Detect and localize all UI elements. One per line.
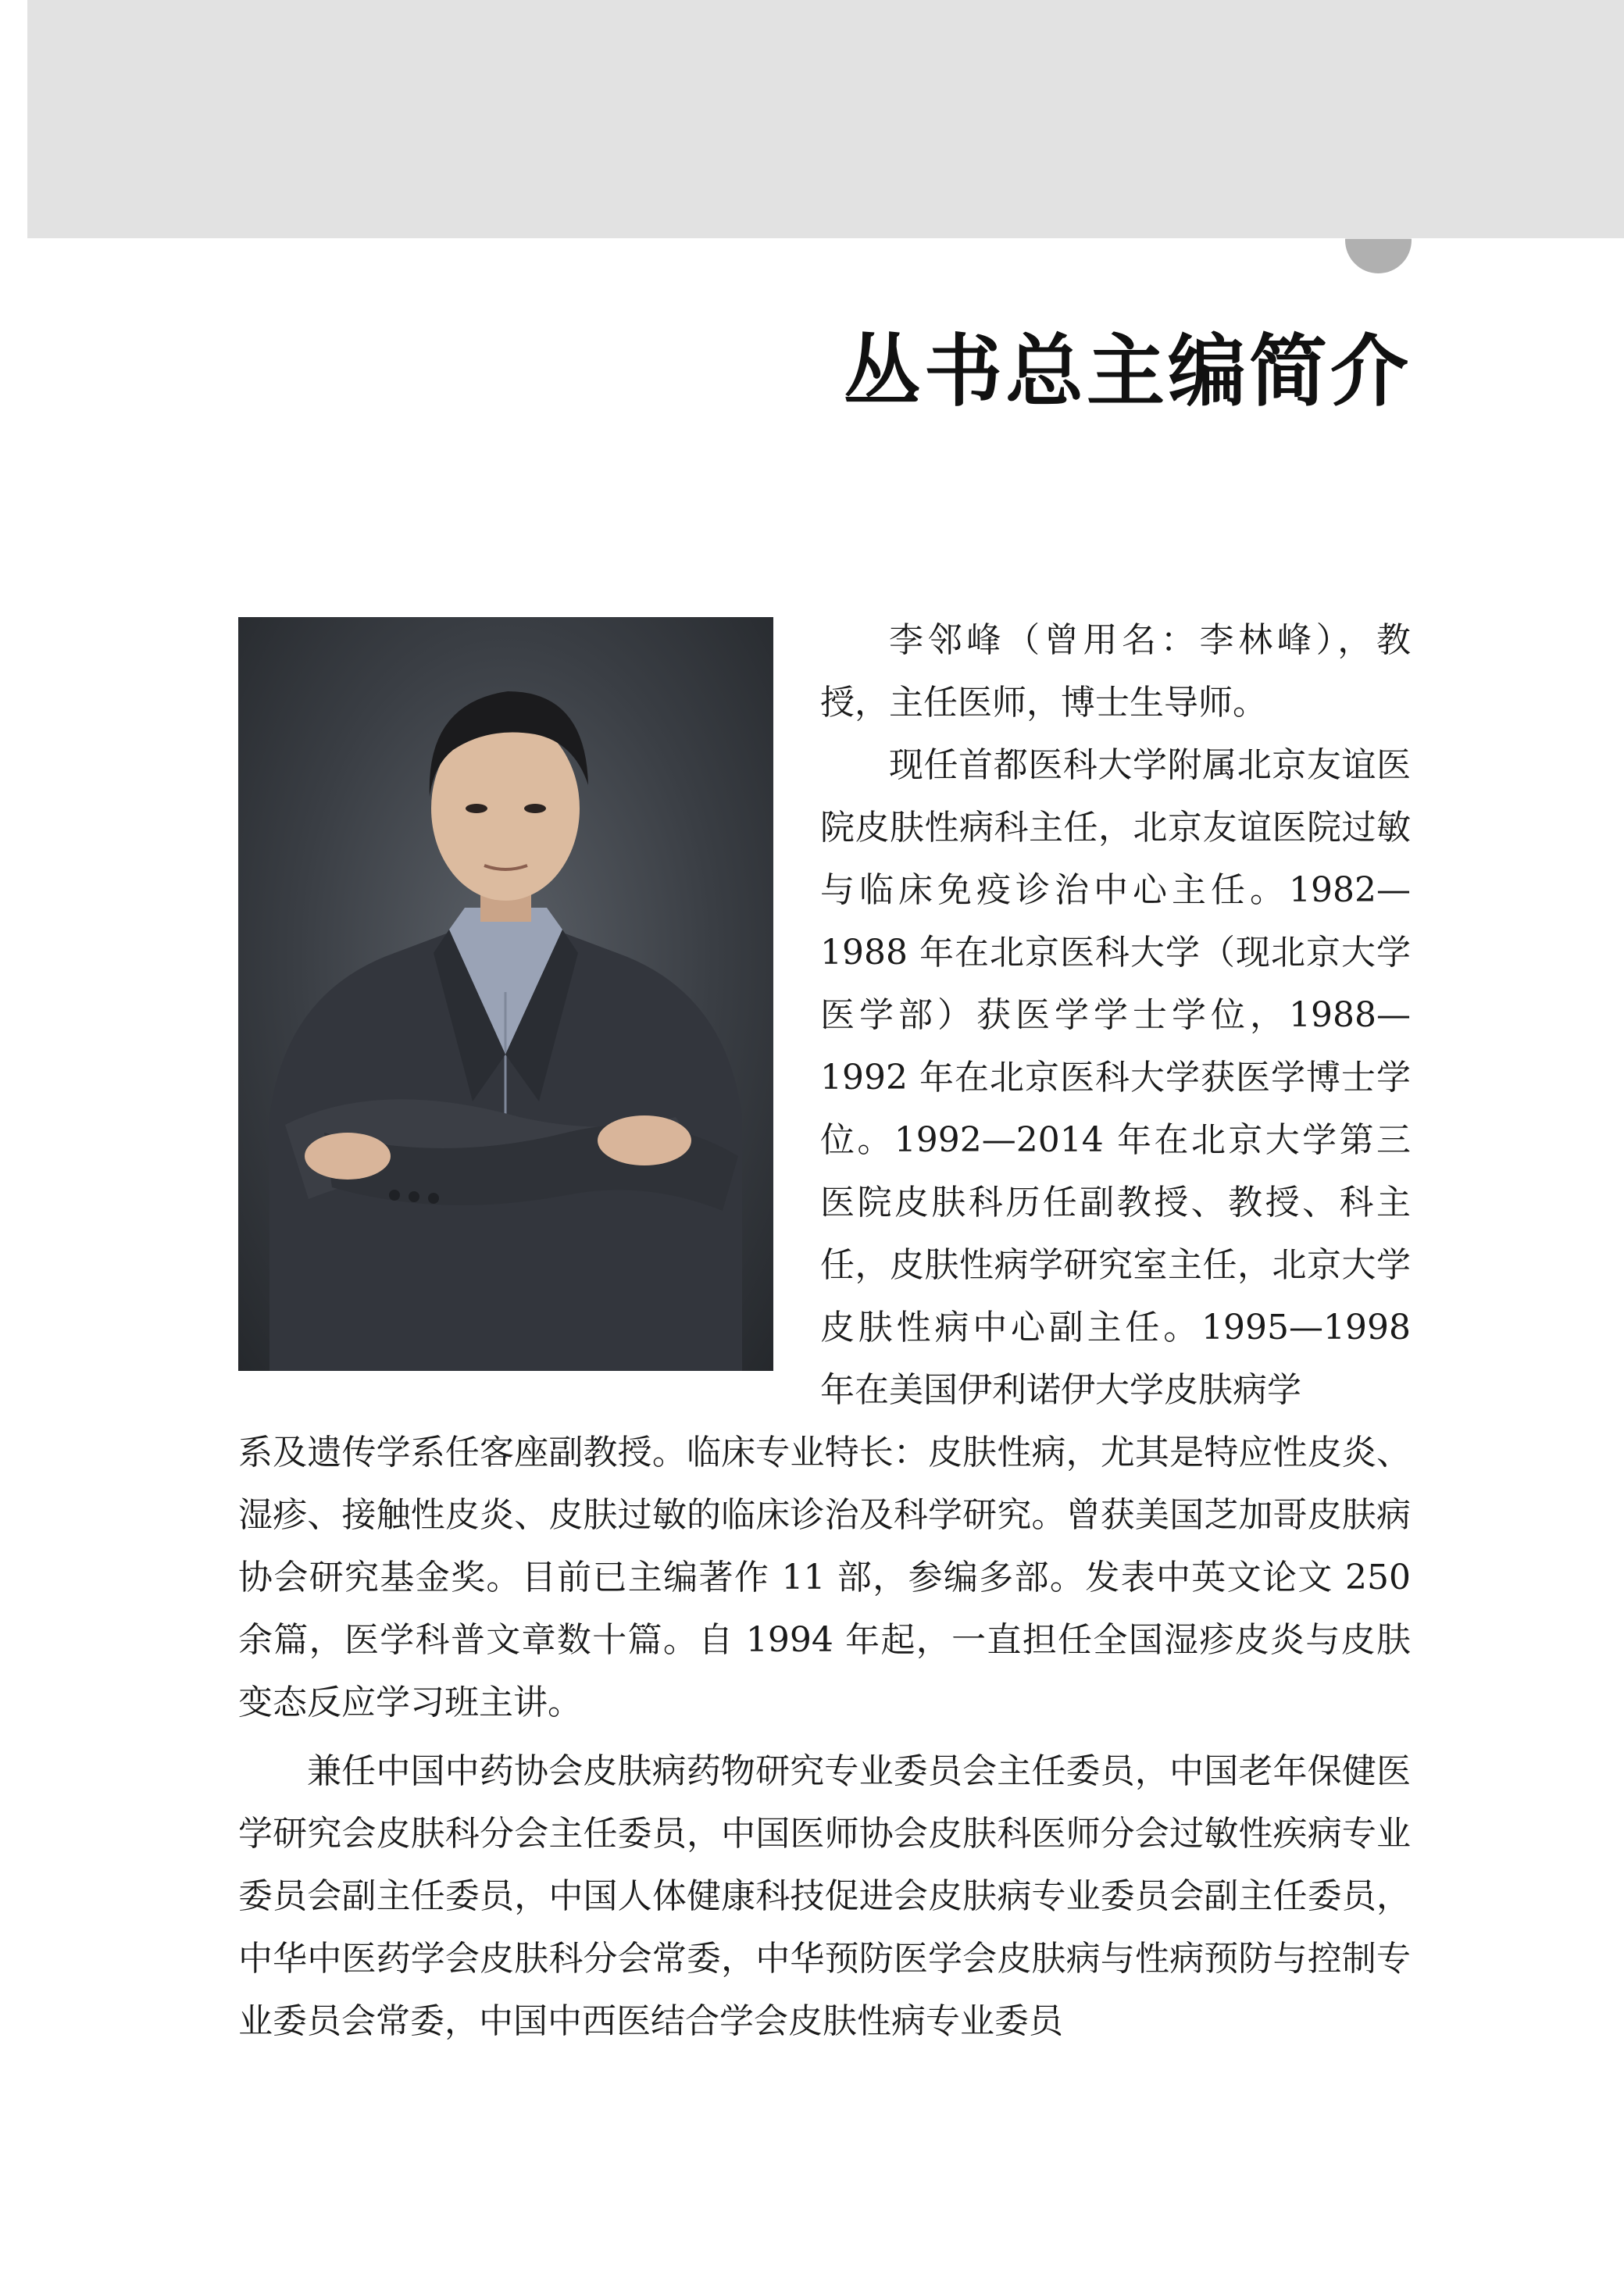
text-line: 现任首都医科大学附属北京友 [889,745,1342,785]
text-line: 疾病专业委员会副主任委员，中国人体健康科技促进会皮肤病专业委员会 [238,1814,1412,1916]
text-line: 副主任委员，中华中医药学会皮肤科分会常委，中华预防医学会皮肤病与 [238,1876,1412,1979]
text-line: 系及遗传学系任客座副教授。临床专业特长：皮肤性病，尤其是特应性皮 [238,1433,1342,1472]
text-line: 谊医院皮肤性病科主任，北京友谊 [820,745,1412,848]
text-line: 第三医院皮肤科历任副教授、教授、 [820,1120,1411,1222]
text-line: 健医学研究会皮肤科分会主任委员，中国医师协会皮肤科医师分会过敏性 [238,1751,1412,1854]
text-line: 哥皮肤病协会研究基金奖。目前已主编著作 11 部，参编多部。发表中英文 [238,1495,1412,1597]
text-line: 授，主任医师，博士生导师。 [820,683,1267,723]
text-line: 炎与皮肤变态反应学习班主讲。 [238,1620,1412,1722]
text-line: 李邻峰（曾用名：李林峰），教 [889,620,1411,660]
text-line: 博士学位。1992—2014 年在北京大学 [820,1058,1412,1160]
bio-intro [820,609,1411,1422]
text-line: 兼任中国中药协会皮肤病药物研究专业委员会主任委员，中国老年保 [307,1751,1342,1791]
text-line: 科主任，皮肤性病学研究室主任，北 [820,1183,1412,1285]
page-title: 丛书总主编简介 [843,325,1412,417]
author-portrait [238,617,773,1371]
text-line: 性病预防与控制专业委员会常委，中国中西医结合学会皮肤性病专业委员 [238,1939,1411,2041]
text-line: 医院过敏与临床免疫诊治中心主任。 [820,808,1411,910]
text-line: 北京大学医学部）获医学学士学位， [820,933,1412,1035]
bio-full-width [238,1422,1411,2053]
text-line: 京大学皮肤性病中心副主任。1995— [820,1245,1411,1347]
header-band [27,0,1624,238]
text-line: 1982—1988 年在北京医科大学（现 [820,870,1411,973]
bio-paragraph-2-side [820,734,1411,1422]
text-line: 1998 年在美国伊利诺伊大学皮肤病学 [820,1308,1411,1410]
text-line: 论文 250 余篇，医学科普文章数十篇。自 1994 年起，一直担任全国湿疹皮 [238,1558,1411,1660]
text-line: 炎、湿疹、接触性皮炎、皮肤过敏的临床诊治及科学研究。曾获美国芝加 [238,1433,1412,1535]
text-line: 1988—1992 年在北京医科大学获医学 [820,995,1411,1098]
bio-paragraph-2-continued [238,1422,1411,1734]
section-tab-marker [1345,207,1412,273]
bio-paragraph-1 [820,609,1411,734]
bio-paragraph-3 [238,1740,1411,2053]
